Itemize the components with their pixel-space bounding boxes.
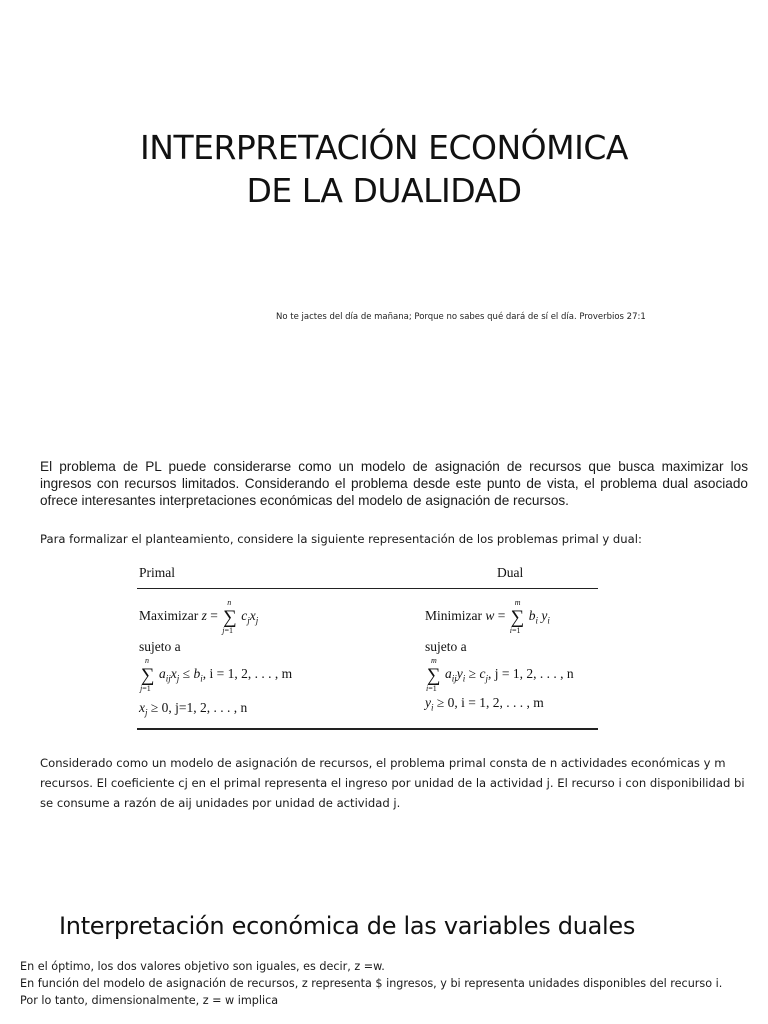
table-top-rule <box>137 588 598 589</box>
dual-constraint-range: , j = 1, 2, . . . , n <box>487 666 574 682</box>
primal-objective-word: Maximizar <box>139 608 199 624</box>
dual-nonneg-range: ≥ 0, i = 1, 2, . . . , m <box>433 695 544 710</box>
primal-objective: Maximizar z = n ∑ j=1 $c_jx_j$ <box>139 598 259 635</box>
formalize-paragraph: Para formalizar el planteamiento, considere la siguiente representación de los problemas primal y dual: <box>40 532 642 546</box>
primal-constraint-range: , i = 1, 2, . . . , m <box>202 666 293 682</box>
primal-dual-table <box>137 564 598 732</box>
dual-objective-word: Minimizar <box>425 608 482 624</box>
primal-constraint: n ∑ j=1 $a_{ij}x_j \le b_i$, i = 1, 2, . . . , m <box>140 656 293 693</box>
slide-title <box>0 126 768 212</box>
title-line-2: DE LA DUALIDAD <box>246 171 522 210</box>
section-body <box>20 958 760 1009</box>
sum-symbol: m ∑ i=1 <box>426 656 441 693</box>
dual-subject-to: sujeto a <box>425 639 467 654</box>
primal-nonneg-range: ≥ 0, j=1, 2, . . . , n <box>147 700 248 715</box>
dual-header: Dual <box>497 565 524 580</box>
sum-symbol: n ∑ j=1 <box>222 598 237 635</box>
section-heading: Interpretación económica de las variables duales <box>59 912 636 940</box>
resource-model-paragraph: Considerado como un modelo de asignación de recursos, el problema primal consta de n actividades económicas y m recursos. El coeficiente cj en el primal representa el ingreso por unidad de la actividad j. El recurso i con disponibilidad bi se consume a razón de aij unidades por unidad de actividad j. <box>40 756 745 810</box>
sum-symbol: m ∑ i=1 <box>509 598 525 635</box>
intro-paragraph: El problema de PL puede considerarse como un modelo de asignación de recursos que busca maximizar los ingresos con recursos limitados. Considerando el problema desde este punto de vista, el problema dual asociado ofrece interesantes interpretaciones económicas del modelo de asignación de recursos. <box>40 459 748 508</box>
section-line-3: Por lo tanto, dimensionalmente, z = w implica <box>20 994 279 1007</box>
section-line-2: En función del modelo de asignación de recursos, z representa $ ingresos, y bi representa unidades disponibles del recurso i. <box>20 977 723 990</box>
title-line-1: INTERPRETACIÓN ECONÓMICA <box>140 128 628 167</box>
primal-subject-to: sujeto a <box>139 639 181 654</box>
dual-nonnegativity: $y_i \ge 0$, i = 1, 2, . . . , m <box>425 695 544 713</box>
primal-nonnegativity: $x_j \ge 0$, j=1, 2, . . . , n <box>139 700 248 718</box>
dual-objective: Minimizar w = m ∑ i=1 $b_i$ $y_i$ <box>425 598 550 635</box>
epigraph-quote: No te jactes del día de mañana; Porque no sabes qué dará de sí el día. Proverbios 27:1 <box>276 312 646 322</box>
dual-constraint: m ∑ i=1 $a_{ij}y_i \ge c_j$, j = 1, 2, . . . , n <box>426 656 574 693</box>
primal-header: Primal <box>139 565 175 580</box>
table-bottom-rule <box>137 728 598 730</box>
sum-symbol: n ∑ j=1 <box>140 656 155 693</box>
section-line-1: En el óptimo, los dos valores objetivo son iguales, es decir, z =w. <box>20 960 385 973</box>
